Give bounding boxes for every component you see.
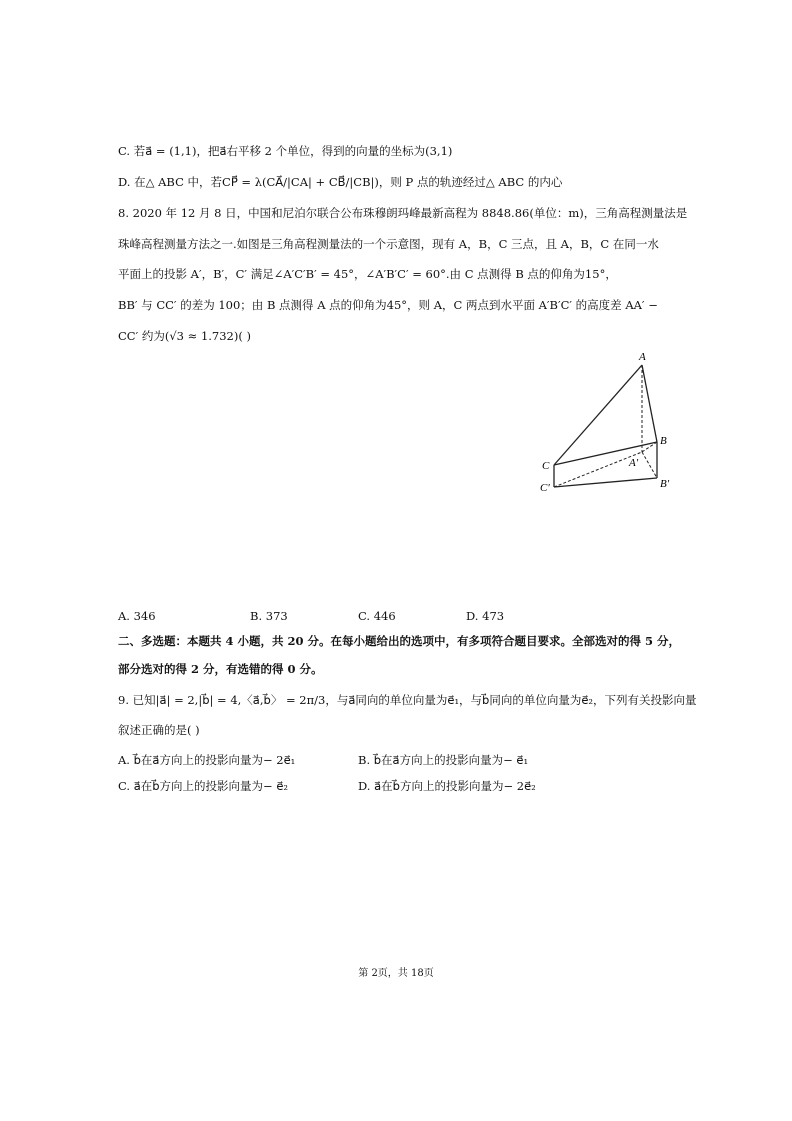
q8-line-4: BB′ 与 CC′ 的差为 100；由 B 点测得 A 点的仰角为45°，则 A，C 两点到水平面 A′B′C′ 的高度差 AA′ − — [118, 298, 658, 312]
q8-option-d: D. 473 — [466, 609, 505, 623]
label-c-prime: C′ — [540, 482, 550, 494]
question-d: D. 在△ ABC 中，若CP⃗ = λ(CA⃗/|CA| + CB⃗/|CB|)，则 P 点的轨迹经过△ ABC 的内心 — [118, 175, 563, 189]
section2-line-1: 二、多选题：本题共 4 小题，共 20 分。在每小题给出的选项中，有多项符合题目要求。全部选对的得 5 分， — [118, 634, 681, 648]
q8-option-b: B. 373 — [250, 609, 288, 623]
q8-line-2: 珠峰高程测量方法之一.如图是三角高程测量法的一个示意图，现有 A，B，C 三点，且 A，B，C 在同一水 — [118, 237, 659, 251]
q9-option-c: C. a⃗在b⃗方向上的投影向量为− e⃗₂ — [118, 779, 289, 793]
q8-line-1: 8. 2020 年 12 月 8 日，中国和尼泊尔联合公布珠穆朗玛峰最新高程为 8848.86(单位：m)，三角高程测量法是 — [118, 206, 688, 220]
q8-option-a: A. 346 — [118, 609, 156, 623]
page-footer: 第 2页，共 18页 — [358, 968, 434, 979]
edge-a-b — [642, 365, 657, 442]
q8-option-c: C. 446 — [358, 609, 396, 623]
edge-cprime-bprime — [554, 478, 657, 487]
section2-line-2: 部分选对的得 2 分，有选错的得 0 分。 — [118, 662, 323, 676]
label-c: C — [542, 460, 550, 472]
q9-option-b: B. b⃗在a⃗方向上的投影向量为− e⃗₁ — [358, 753, 529, 767]
triangulation-figure — [535, 345, 685, 505]
question-c: C. 若a⃗ = (1,1)，把a⃗右平移 2 个单位，得到的向量的坐标为(3,1) — [118, 144, 453, 158]
q9-line-2: 叙述正确的是( ) — [118, 723, 200, 737]
q9-option-d: D. a⃗在b⃗方向上的投影向量为− 2e⃗₂ — [358, 779, 536, 793]
edge-a-c — [554, 365, 642, 465]
edge-aprime-bprime — [642, 452, 657, 478]
q8-line-3: 平面上的投影 A′，B′，C′ 满足∠A′C′B′ = 45°，∠A′B′C′ = 60°.由 C 点测得 B 点的仰角为15°， — [118, 267, 617, 281]
label-a: A — [639, 351, 646, 363]
q9-option-a: A. b⃗在a⃗方向上的投影向量为− 2e⃗₁ — [118, 753, 296, 767]
q8-line-5: CC′ 约为(√3 ≈ 1.732)( ) — [118, 329, 251, 343]
q9-line-1: 9. 已知|a⃗| = 2,|b⃗| = 4,〈a⃗,b⃗〉 = 2π/3，与a⃗同向的单位向量为e⃗₁，与b⃗同向的单位向量为e⃗₂，下列有关投影向量 — [118, 693, 697, 707]
label-b: B — [660, 435, 667, 447]
label-a-prime: A′ — [629, 457, 639, 469]
label-b-prime: B′ — [660, 478, 670, 490]
